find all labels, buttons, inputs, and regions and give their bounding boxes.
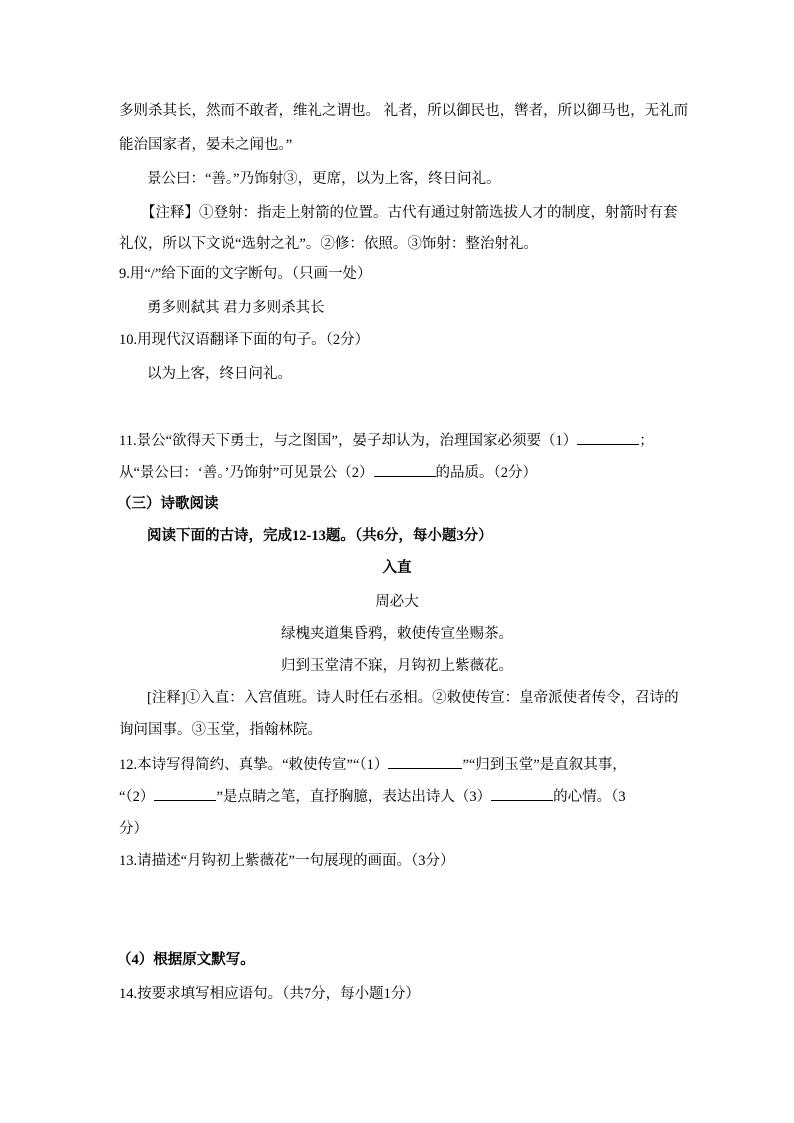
poem-line: 绿槐夹道集昏鸦，敕使传宣坐赐茶。 (281, 626, 513, 642)
question-11-line1 (119, 431, 654, 450)
q12-text: 的心情。（3 (553, 789, 626, 805)
q11-text: 从“景公曰：‘善。’乃饰射”可见景公（2） (119, 465, 374, 481)
question-11-line2 (119, 463, 537, 482)
poem-title: 入直 (382, 560, 412, 576)
poem-line: 归到玉堂清不寐，月钩初上紫薇花。 (281, 658, 513, 674)
passage-line: 能治国家者，晏未之闻也。” (119, 137, 293, 153)
annotation-line: 礼仪，所以下文说“选射之礼”。②修：依照。③饰射：整治射礼。 (119, 236, 538, 252)
question-12-line3: 分） (119, 821, 148, 837)
passage-line: 景公曰：“善。”乃饰射③，更席，以为上客，终日问礼。 (147, 171, 501, 187)
answer-blank[interactable] (491, 787, 553, 801)
passage-line: 多则杀其长，然而不敢者，维礼之谓也。 礼者，所以御民也，辔者，所以御马也，无礼而 (119, 103, 689, 119)
question-10: 10.用现代汉语翻译下面的句子。（2分） (119, 332, 370, 348)
annotation-line: 询问国事。③玉堂，指翰林院。 (119, 722, 322, 738)
poem-author: 周必大 (375, 594, 419, 610)
q12-text: “（2） (119, 789, 155, 805)
q11-text: 的品质。（2分） (435, 465, 538, 481)
question-14: 14.按要求填写相应语句。（共7分，每小题1分） (119, 986, 420, 1002)
section-heading: （4）根据原文默写。 (117, 952, 255, 968)
question-10-text: 以为上客，终日问礼。 (147, 366, 292, 382)
section-heading: （三）诗歌阅读 (117, 496, 219, 512)
question-12-line1 (119, 755, 627, 774)
q12-text: ”是点睛之笔，直抒胸臆，表达出诗人（3） (216, 789, 492, 805)
section-instruction: 阅读下面的古诗，完成12-13题。（共6分，每小题3分） (147, 528, 493, 544)
answer-blank[interactable] (388, 755, 462, 769)
annotation-line: [注释]①入直：入宫值班。诗人时任右丞相。②敕使传宣：皇帝派使者传令，召诗的 (147, 690, 679, 706)
q12-text: 12.本诗写得简约、真挚。“敕使传宣”“（1） (119, 757, 389, 773)
answer-blank[interactable] (154, 787, 216, 801)
answer-blank[interactable] (374, 463, 436, 477)
annotation-line: 【注释】①登射：指走上射箭的位置。古代有通过射箭选拔人才的制度，射箭时有套 (141, 205, 678, 221)
question-9-text: 勇多则弑其 君力多则杀其长 (147, 300, 325, 316)
q12-text: ”“归到玉堂”是直叙其事， (462, 757, 627, 773)
question-9: 9.用“/”给下面的文字断句。（只画一处） (119, 266, 372, 282)
question-12-line2 (119, 787, 626, 806)
question-13: 13.请描述“月钩初上紫薇花”一句展现的画面。（3分） (119, 853, 455, 869)
answer-blank[interactable] (577, 431, 639, 445)
q11-text: 11.景公“欲得天下勇士，与之图国”，晏子却认为，治理国家必须要（1） (119, 433, 578, 449)
q11-text: ； (639, 433, 654, 449)
